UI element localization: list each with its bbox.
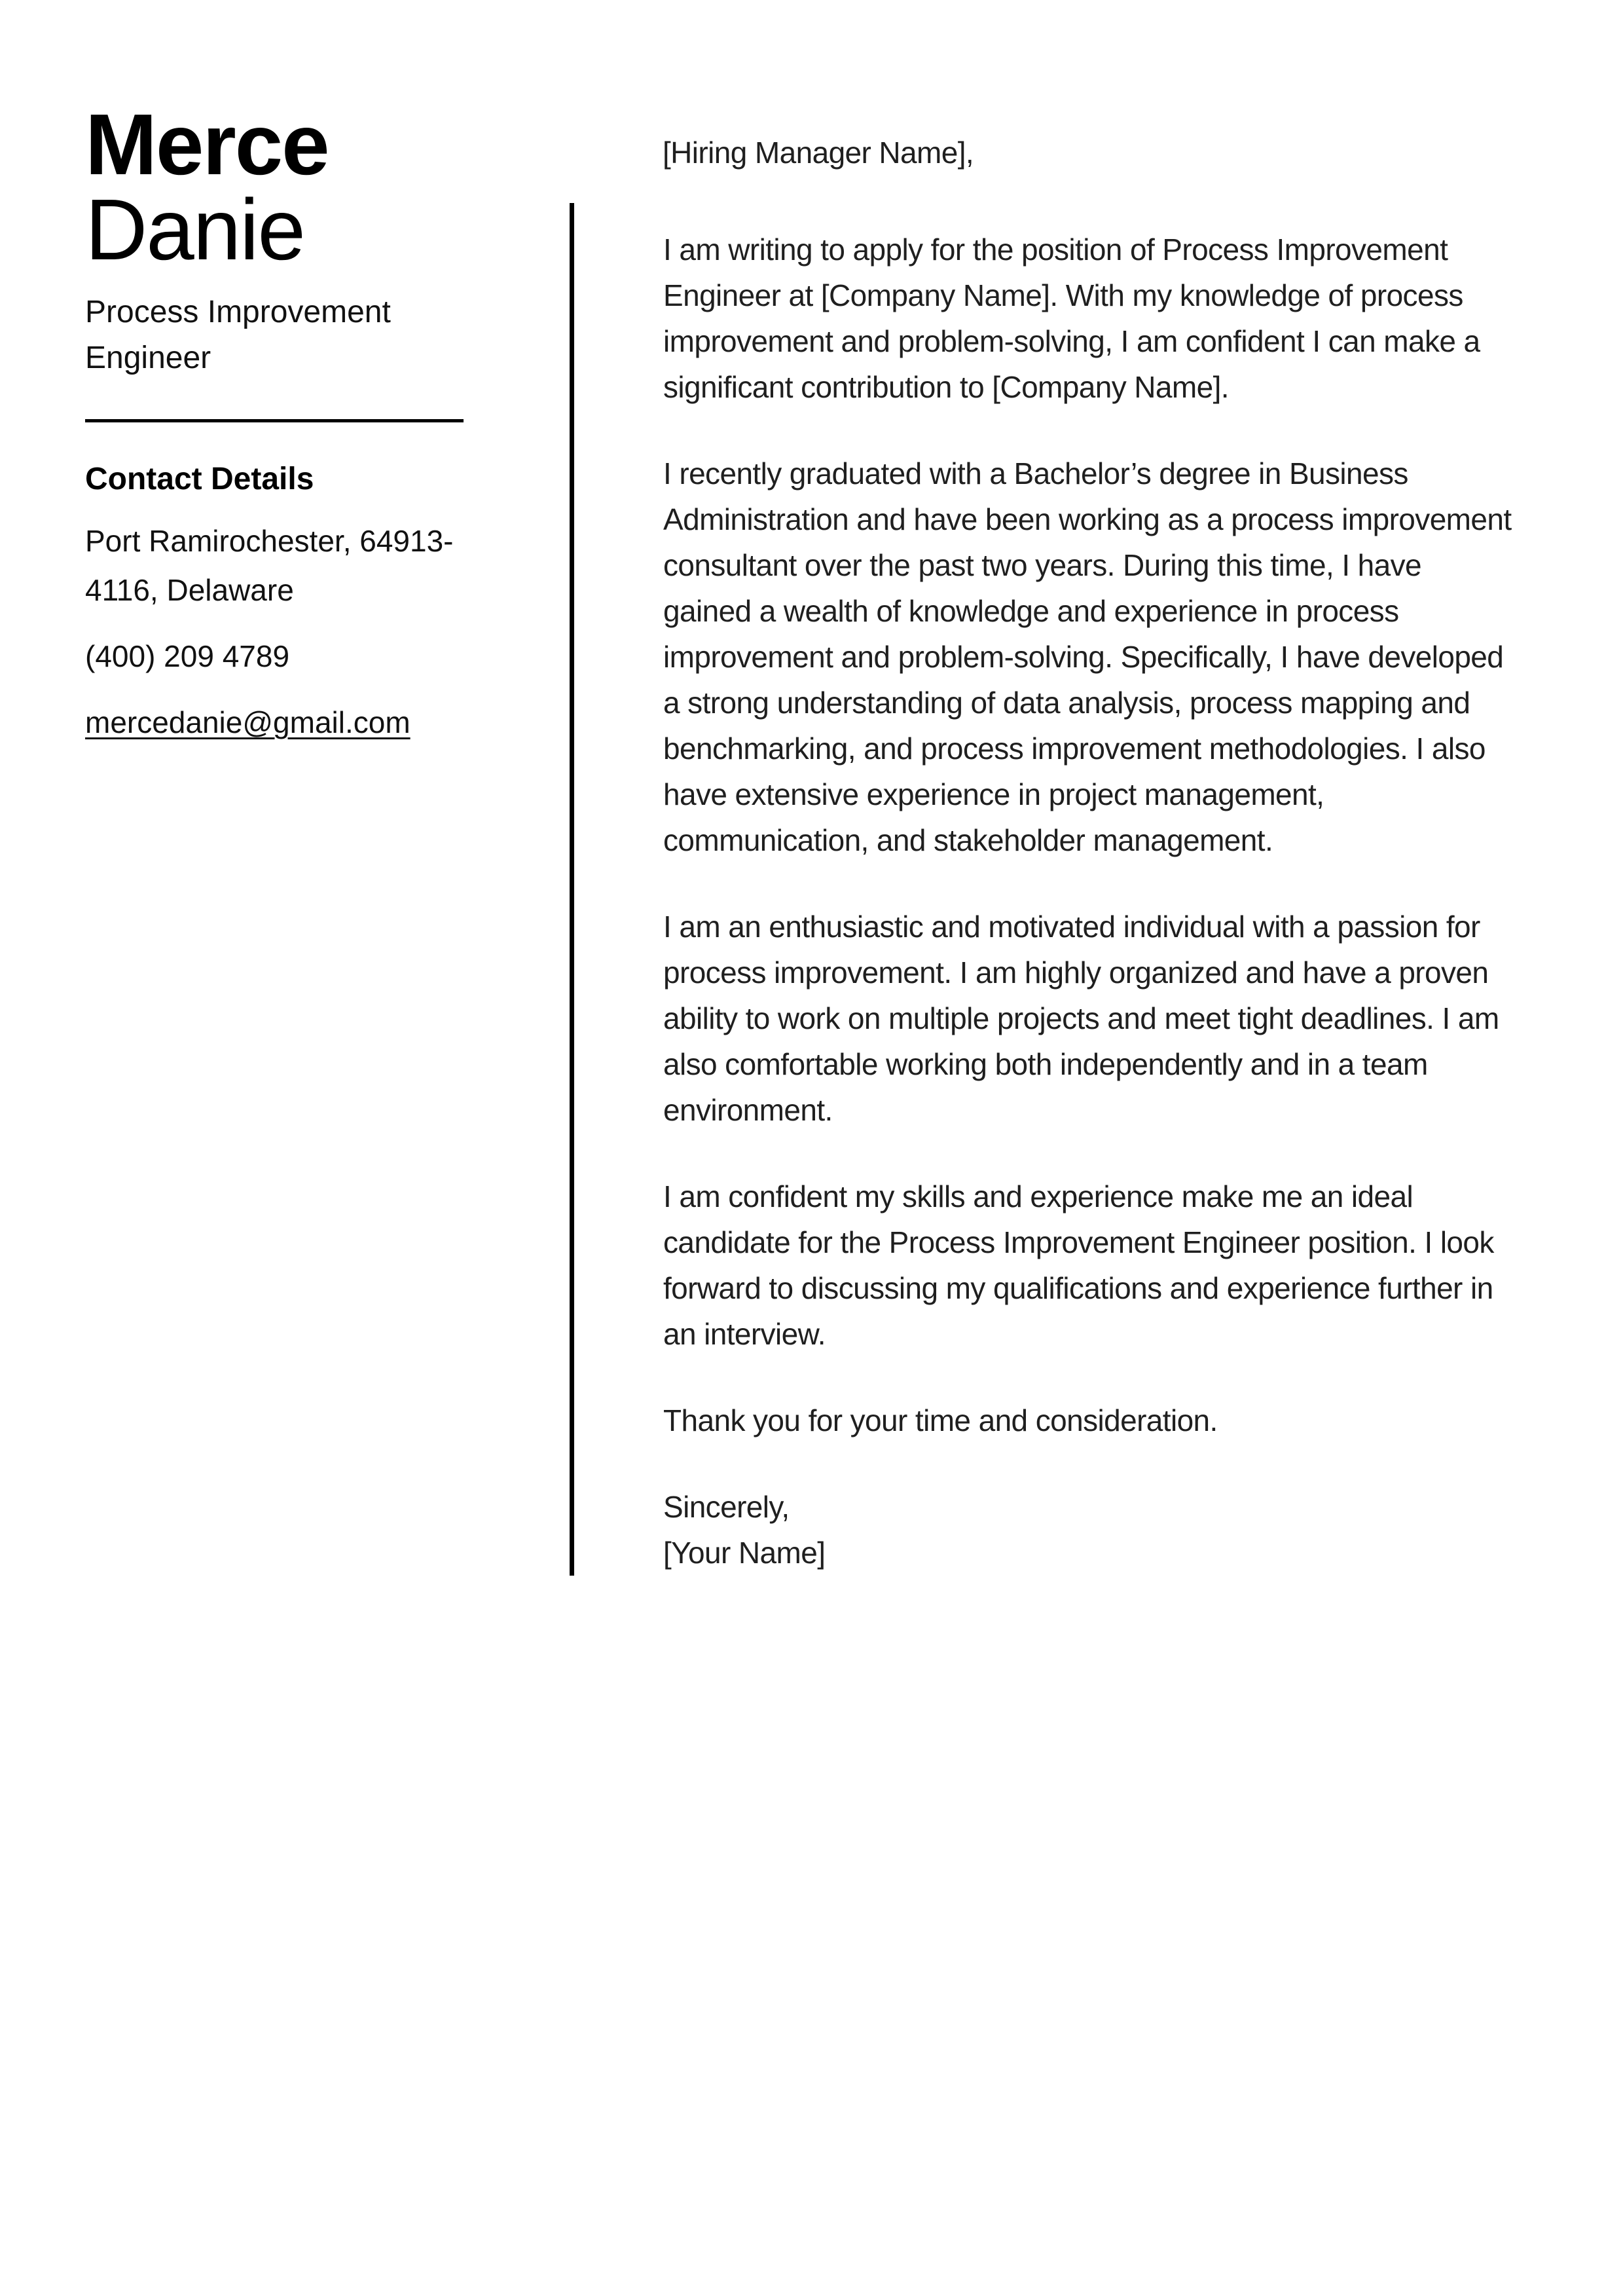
closing-salutation: Sincerely, bbox=[663, 1490, 790, 1524]
job-title: Process Improvement Engineer bbox=[85, 295, 391, 375]
sidebar-divider bbox=[85, 419, 464, 422]
signature-placeholder: [Your Name] bbox=[663, 1536, 826, 1570]
contact-details-heading: Contact Details bbox=[85, 462, 314, 496]
letter-paragraphs bbox=[663, 227, 1514, 1443]
contact-address: Port Ramirochester, 64913-4116, Delaware bbox=[85, 524, 454, 607]
contact-email bbox=[85, 698, 464, 747]
candidate-first-name: Merce bbox=[85, 96, 329, 193]
closing-block bbox=[663, 1484, 1514, 1576]
greeting-line: [Hiring Manager Name], bbox=[663, 136, 974, 170]
letter-paragraph: I am confident my skills and experience make me an ideal candidate for the Process Improvement Engineer position. I look forward to discussing my qualifications and experience further in an interview. bbox=[663, 1179, 1494, 1351]
letter-paragraph: I am an enthusiastic and motivated individual with a passion for process improvement. I am highly organized and have a proven ability to work on multiple projects and meet tight deadlines. I am also comfortable working both independently and in a team environment. bbox=[663, 910, 1499, 1127]
letter-body bbox=[570, 203, 1514, 1576]
letter-paragraph: I am writing to apply for the position of Process Improvement Engineer at [Company Name]. With my knowledge of process improvement and problem-solving, I am confident I can make a significant contribution to [Company Name]. bbox=[663, 232, 1480, 404]
contact-phone: (400) 209 4789 bbox=[85, 639, 290, 673]
candidate-last-name: Danie bbox=[85, 181, 304, 278]
email-link[interactable]: mercedanie@gmail.com bbox=[85, 705, 410, 739]
sidebar bbox=[85, 96, 464, 747]
candidate-name bbox=[85, 96, 464, 278]
letter-paragraph: I recently graduated with a Bachelor’s degree in Business Administration and have been working as a process improvement consultant over the past two years. During this time, I have gained a wealth of knowledge and experience in process improvement and problem-solving. Specifically, I have developed a strong understanding of data analysis, process mapping and benchmarking, and process improvement methodologies. I also have extensive experience in project management, communication, and stakeholder management. bbox=[663, 456, 1512, 857]
letter-paragraph: Thank you for your time and consideration. bbox=[663, 1403, 1218, 1437]
